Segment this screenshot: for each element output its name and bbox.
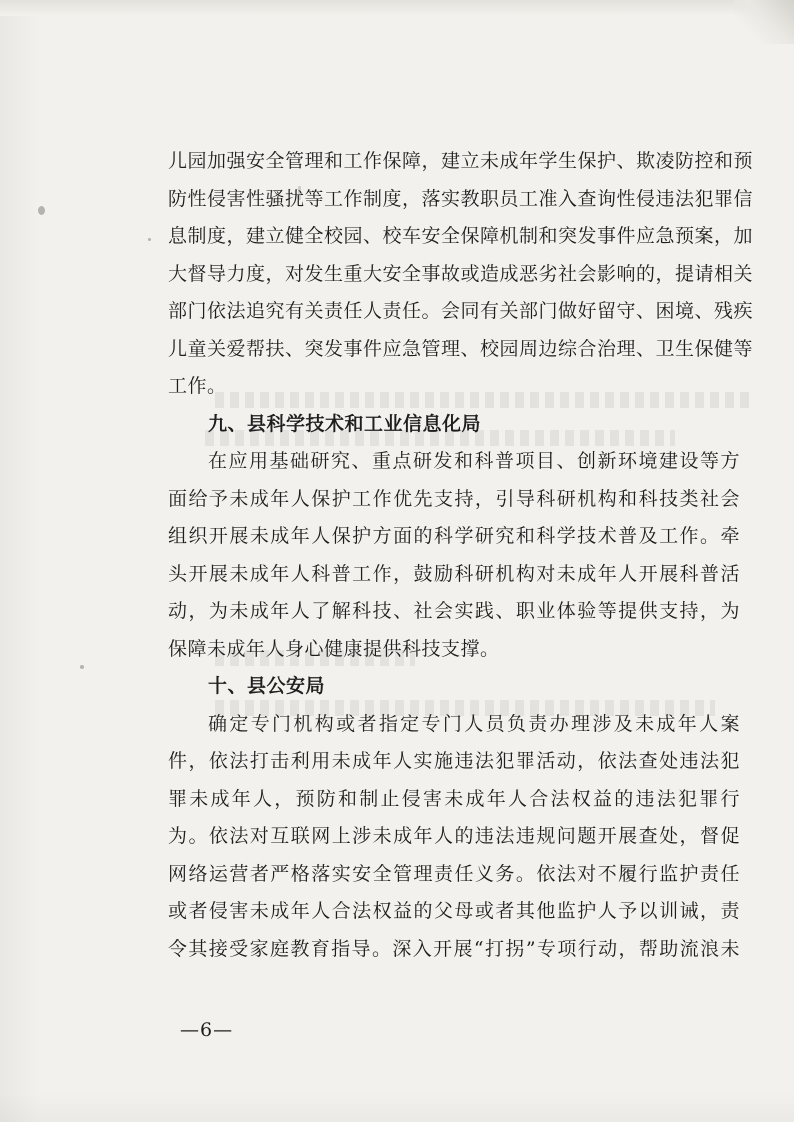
text-line: 或者侵害未成年人合法权益的父母或者其他监护人予以训诫，责 — [168, 900, 740, 922]
section-heading: 十、县公安局 — [208, 675, 326, 697]
scan-top-edge — [0, 0, 794, 16]
document-body — [168, 143, 754, 968]
text-line: 儿园加强安全管理和工作保障，建立未成年学生保护、欺凌防控和预 — [168, 150, 754, 172]
scan-speck — [148, 238, 151, 241]
scan-speck — [38, 206, 45, 215]
page-number: —6— — [180, 1019, 234, 1041]
text-line: 在应用基础研究、重点研发和科普项目、创新环境建设等方 — [208, 450, 740, 472]
text-line: 保障未成年人身心健康提供科技支撑。 — [168, 637, 500, 660]
body-paragraph — [168, 143, 754, 406]
text-line: 动，为未成年人了解科技、社会实践、职业体验等提供支持，为 — [168, 600, 740, 622]
text-line: 件，依法打击利用未成年人实施违法犯罪活动，依法查处违法犯 — [168, 750, 740, 772]
text-line: 防性侵害性骚扰等工作制度，落实教职员工准入查询性侵违法犯罪信 — [168, 187, 754, 210]
text-line: 令其接受家庭教育指导。深入开展“打拐”专项行动，帮助流浪未 — [168, 937, 740, 960]
text-line: 面给予未成年人保护工作优先支持，引导科研机构和科技类社会 — [168, 487, 740, 510]
text-line: 为。依法对互联网上涉未成年人的违法违规问题开展查处，督促 — [168, 825, 740, 847]
text-line: 确定专门机构或者指定专门人员负责办理涉及未成年人案 — [208, 712, 740, 735]
body-paragraph — [168, 706, 740, 969]
text-line: 儿童关爱帮扶、突发事件应急管理、校园周边综合治理、卫生保健等 — [168, 337, 754, 360]
scan-speck — [80, 665, 84, 669]
scan-corner-shadow — [734, 0, 794, 44]
text-line: 息制度，建立健全校园、校车安全保障机制和突发事件应急预案，加 — [168, 225, 754, 247]
text-line: 部门依法追究有关责任人责任。会同有关部门做好留守、困境、残疾 — [168, 300, 754, 322]
text-line: 罪未成年人，预防和制止侵害未成年人合法权益的违法犯罪行 — [168, 787, 740, 810]
text-line: 组织开展未成年人保护方面的科学研究和科学技术普及工作。牵 — [168, 525, 740, 547]
text-line: 头开展未成年人科普工作，鼓励科研机构对未成年人开展科普活 — [168, 562, 740, 585]
text-line: 工作。 — [168, 375, 227, 397]
text-line: 大督导力度，对发生重大安全事故或造成恶劣社会影响的，提请相关 — [168, 262, 754, 285]
body-paragraph — [168, 443, 740, 668]
section-heading: 九、县科学技术和工业信息化局 — [208, 412, 482, 435]
text-line: 网络运营者严格落实安全管理责任义务。依法对不履行监护责任 — [168, 862, 740, 885]
